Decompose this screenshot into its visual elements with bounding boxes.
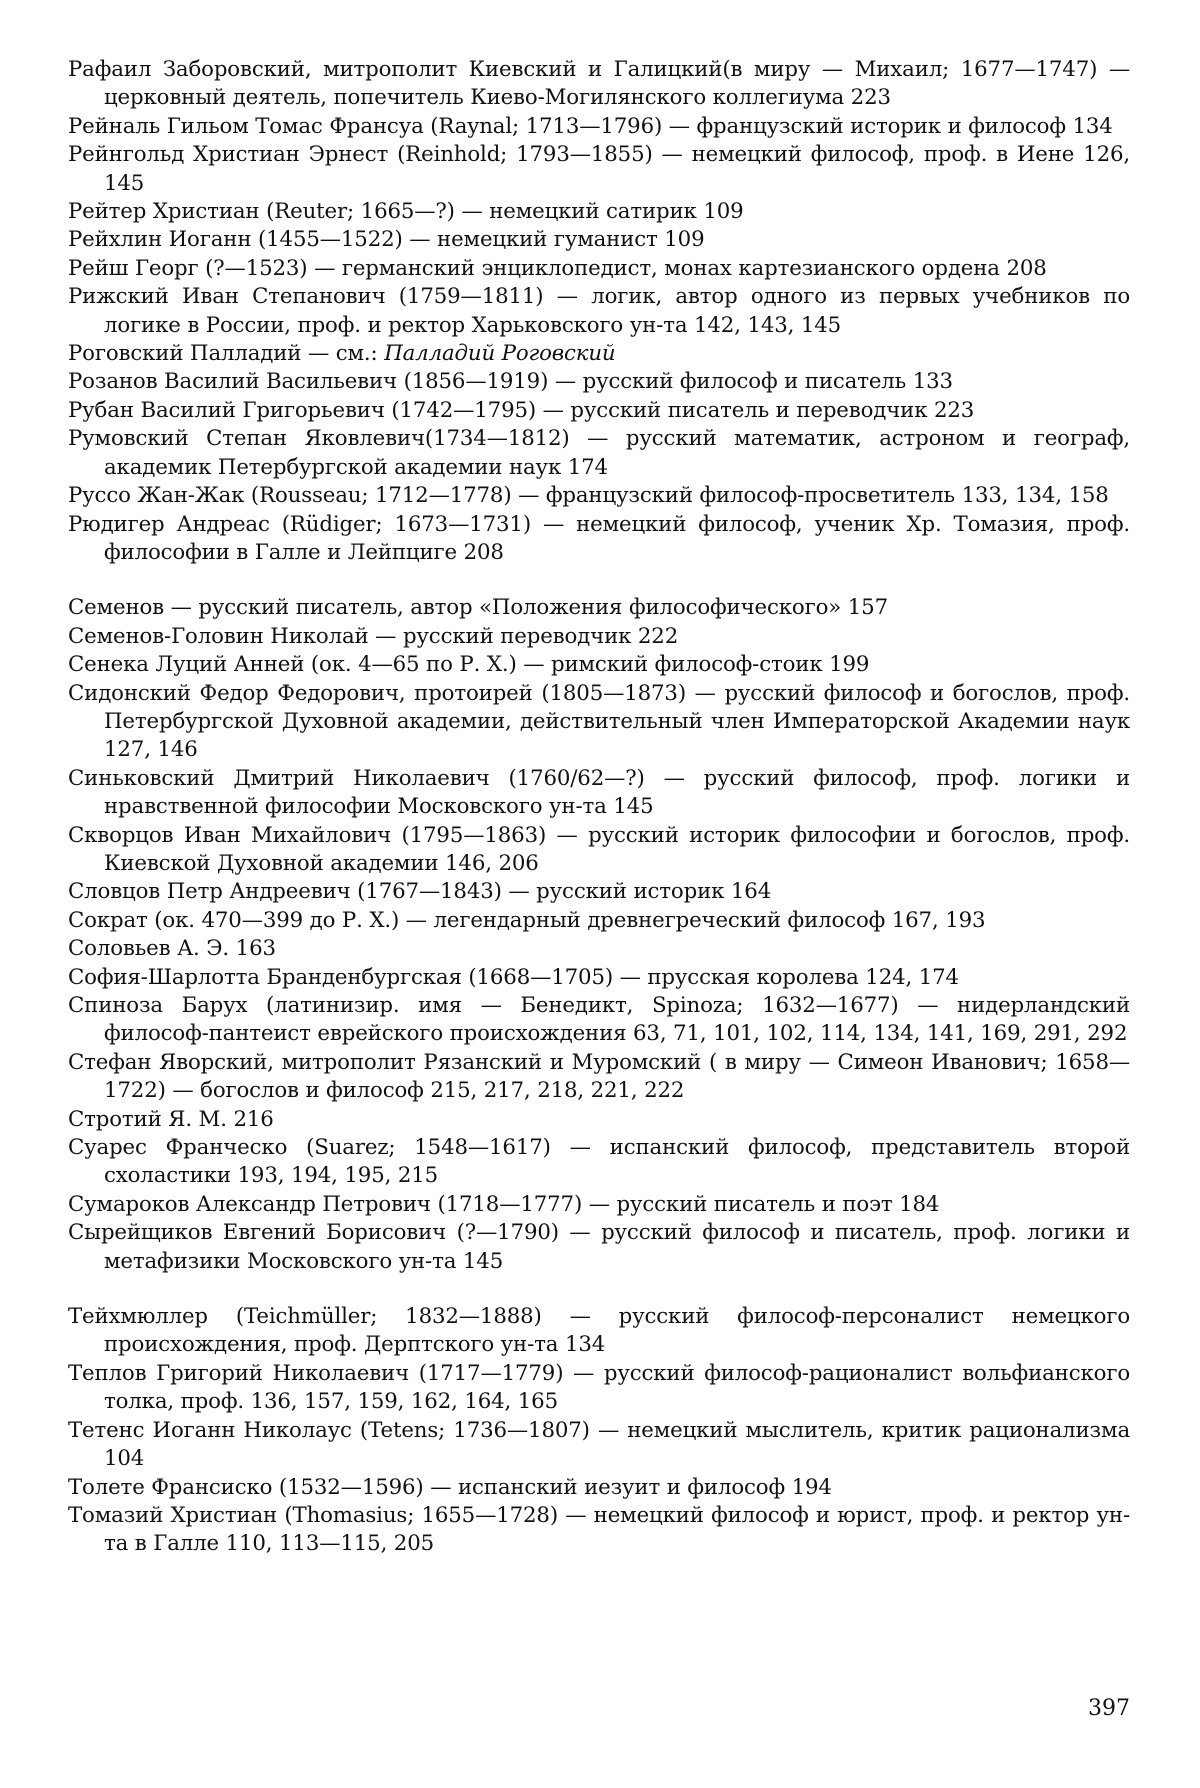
index-group-s [68, 594, 1130, 1276]
index-entry [68, 651, 1130, 679]
index-entry [68, 992, 1130, 1049]
index-entry [68, 141, 1130, 198]
index-entry-text: Румовский Степан Яковлевич(1734—1812) — русский математик, астроном и географ, академик Петербургской академии наук 174 [68, 426, 1130, 480]
index-entry [68, 623, 1130, 651]
index-entry [68, 822, 1130, 879]
index-entry-text: Семенов — русский писатель, автор «Положения философического» 157 [68, 595, 888, 621]
index-entry-text: Рейнгольд Христиан Эрнест (Reinhold; 1793—1855) — немецкий философ, проф. в Иене 126, 145 [68, 142, 1130, 196]
index-entry-text: Рижский Иван Степанович (1759—1811) — логик, автор одного из первых учебников по логике в России, проф. и ректор Харьковского ун-та 142, 143, 145 [68, 284, 1130, 338]
index-entry [68, 226, 1130, 254]
index-entry-text: Суарес Франческо (Suarez; 1548—1617) — испанский философ, представитель второй схоластики 193, 194, 195, 215 [68, 1135, 1130, 1189]
index-entry-text: Рубан Василий Григорьевич (1742—1795) — русский писатель и переводчик 223 [68, 397, 975, 423]
index-entry [68, 283, 1130, 340]
index-entry [68, 113, 1130, 141]
index-entry-text: Рафаил Заборовский, митрополит Киевский и Галицкий(в миру — Михаил; 1677—1747) — церковный деятель, попечитель Киево-Могилянского коллегиума 223 [68, 57, 1130, 111]
page-number: 397 [1088, 1696, 1130, 1721]
index-entry [68, 340, 1130, 368]
index-entry-text: Толете Франсиско (1532—1596) — испанский иезуит и философ 194 [68, 1474, 832, 1500]
index-entry [68, 680, 1130, 765]
index-entry-text: Сумароков Александр Петрович (1718—1777) — русский писатель и поэт 184 [68, 1191, 940, 1217]
index-entry [68, 511, 1130, 568]
index-entry [68, 1219, 1130, 1276]
index-entry-text: Словцов Петр Андреевич (1767—1843) — русский историк 164 [68, 879, 772, 905]
index-entry [68, 255, 1130, 283]
index-entry-text: Рейналь Гильом Томас Франсуа (Raynal; 1713—1796) — французский историк и философ 134 [68, 113, 1113, 139]
index-entry [68, 1106, 1130, 1134]
index-entry-text: Рейтер Христиан (Reuter; 1665—?) — немецкий сатирик 109 [68, 199, 744, 225]
index-entry [68, 1502, 1130, 1559]
index-entry [68, 1049, 1130, 1106]
index-entry-text: Рейхлин Иоганн (1455—1522) — немецкий гуманист 109 [68, 227, 705, 253]
index-entry-text: Томазий Христиан (Thomasius; 1655—1728) — немецкий философ и юрист, проф. и ректор ун-та в Галле 110, 113—115, 205 [68, 1502, 1130, 1557]
index-entry-text: Сенека Луций Анней (ок. 4—65 по Р. Х.) — римский философ-стоик 199 [68, 652, 870, 678]
index-entry [68, 56, 1130, 113]
index-entry-text: Стротий Я. М. 216 [68, 1106, 274, 1132]
index-entry-text: Тетенс Иоганн Николаус (Tetens; 1736—1807) — немецкий мыслитель, критик рационализма 104 [68, 1417, 1130, 1472]
index-entry-text: Рейш Георг (?—1523) — германский энциклопедист, монах картезианского ордена 208 [68, 255, 1047, 281]
index-entry [68, 878, 1130, 906]
index-entry [68, 594, 1130, 622]
index-entry-text: Сырейщиков Евгений Борисович (?—1790) — русский философ и писатель, проф. логики и метафизики Московского ун-та 145 [68, 1220, 1130, 1274]
index-entry [68, 1134, 1130, 1191]
index-entry [68, 482, 1130, 510]
index-entry [68, 1360, 1130, 1417]
index-entry-text: Скворцов Иван Михайлович (1795—1863) — русский историк философии и богослов, проф. Киевской Духовной академии 146, 206 [68, 822, 1130, 876]
index-entry-text: Семенов-Головин Николай — русский переводчик 222 [68, 623, 679, 649]
index-entry [68, 765, 1130, 822]
index-entry [68, 425, 1130, 482]
index-entry-text: Тейхмюллер (Teichmüller; 1832—1888) — русский философ-персоналист немецкого происхождения, проф. Дерптского ун-та 134 [68, 1304, 1130, 1358]
index-group-t [68, 1303, 1130, 1559]
index-entry [68, 1303, 1130, 1360]
index-entry-crossref: Палладий Роговский [384, 341, 616, 367]
index-entry-text: Роговский Палладий — см.: [68, 341, 385, 367]
index-entry-text: Соловьев А. Э. 163 [68, 936, 276, 962]
index-entry [68, 368, 1130, 396]
index-entry [68, 964, 1130, 992]
index-entry-text: Теплов Григорий Николаевич (1717—1779) — русский философ-рационалист вольфианского толка, проф. 136, 157, 159, 162, 164, 165 [68, 1360, 1130, 1415]
index-entry [68, 1474, 1130, 1502]
index-entry-text: София-Шарлотта Бранденбургская (1668—1705) — прусская королева 124, 174 [68, 964, 959, 990]
index-entry [68, 907, 1130, 935]
index-entry-text: Сидонский Федор Федорович, протоирей (1805—1873) — русский философ и богослов, проф. Петербургской Духовной академии, действительный член Императорской Академии наук 127, 146 [68, 680, 1130, 763]
index-entry-text: Розанов Василий Васильевич (1856—1919) — русский философ и писатель 133 [68, 369, 953, 395]
index-entry-text: Спиноза Барух (латинизир. имя — Бенедикт, Spinoza; 1632—1677) — нидерландский философ-пантеист еврейского происхождения 63, 71, 101, 102, 114, 134, 141, 169, 291, 292 [68, 993, 1130, 1047]
index-entry [68, 198, 1130, 226]
index-entry-text: Сократ (ок. 470—399 до Р. Х.) — легендарный древнегреческий философ 167, 193 [68, 907, 986, 933]
index-group-r [68, 56, 1130, 567]
index-entry-text: Синьковский Дмитрий Николаевич (1760/62—?) — русский философ, проф. логики и нравственной философии Московского ун-та 145 [68, 765, 1130, 820]
index-entry-text: Стефан Яворский, митрополит Рязанский и Муромский ( в миру — Симеон Иванович; 1658—1722) — богослов и философ 215, 217, 218, 221, 222 [68, 1049, 1130, 1104]
index-entry-text: Рюдигер Андреас (Rüdiger; 1673—1731) — немецкий философ, ученик Хр. Томазия, проф. философии в Галле и Лейпциге 208 [68, 511, 1130, 565]
index-entry-text: Руссо Жан-Жак (Rousseau; 1712—1778) — французский философ-просветитель 133, 134, 158 [68, 483, 1109, 509]
index-page [68, 56, 1130, 1559]
index-entry [68, 935, 1130, 963]
index-entry [68, 397, 1130, 425]
index-entry [68, 1191, 1130, 1219]
index-entry [68, 1417, 1130, 1474]
